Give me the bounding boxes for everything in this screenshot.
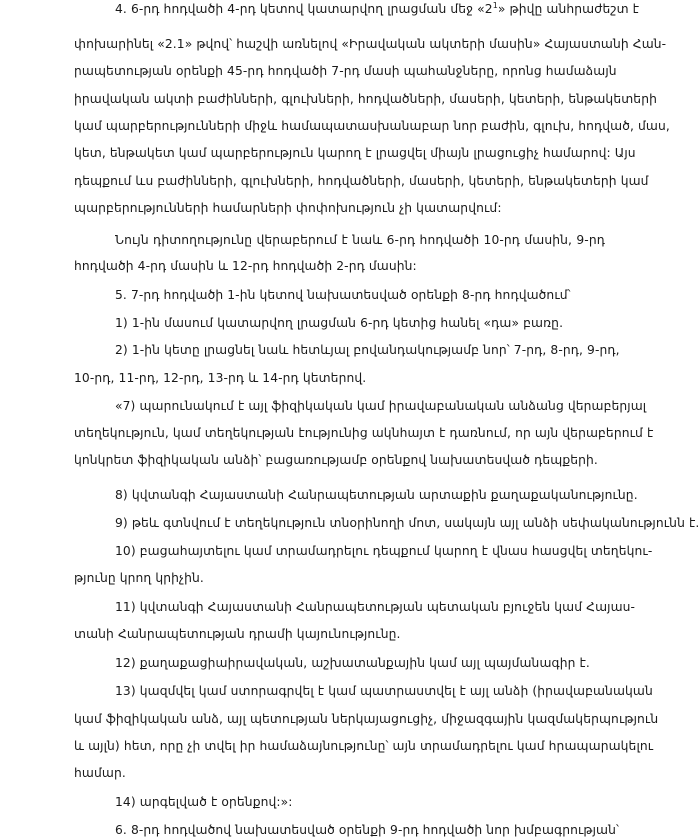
paragraph-4-line-5: կամ պարբերությունների միջև համապատասխանաբար նոր բաժին, գլուխ, հոդված, մաս, xyxy=(74,119,670,133)
same-remark-line-2: հոդվածի 4-րդ մասին և 12-րդ հոդվածի 2-րդ մասին: xyxy=(74,259,417,273)
point-14: 14) արգելված է օրենքով:»: xyxy=(115,795,293,809)
point-7-line-1: «7) պարունակում է այլ ֆիզիկական կամ իրավաբանական անձանց վերաբերյալ xyxy=(115,399,647,413)
paragraph-4-line-8: պարբերությունների համարների փոփոխություն չի կատարվում: xyxy=(74,201,502,215)
point-8: 8) կվտանգի Հայաստանի Հանրապետության արտաքին քաղաքականությունը. xyxy=(115,488,638,502)
superscript-1: 1 xyxy=(492,0,498,10)
point-11-line-1: 11) կվտանգի Հայաստանի Հանրապետության պետական բյուջեն կամ Հայաս- xyxy=(115,600,636,614)
point-10-line-2: թյունը կրող կրիչին. xyxy=(74,571,204,585)
point-13-line-3: և այլն) հետ, որը չի տվել իր համաձայնությունը՝ այն տրամադրելու կամ հրապարակելու xyxy=(74,739,654,753)
paragraph-4-line-1 xyxy=(115,0,640,17)
paragraph-4-line-1-end: » թիվը անհրաժեշտ է xyxy=(497,2,640,16)
paragraph-4-line-2: փոխարինել «2.1» թվով՝ հաշվի առնելով «Իրավական ակտերի մասին» Հայաստանի Հան- xyxy=(74,37,667,51)
paragraph-4-line-3: րապետության օրենքի 45-րդ հոդվածի 7-րդ մասի պահանջները, որոնց համաձայն xyxy=(74,64,617,78)
paragraph-5-item-1: 1) 1-ին մասում կատարվող լրացման 6-րդ կետից հանել «դա» բառը. xyxy=(115,316,564,330)
paragraph-5-item-2-line-1: 2) 1-ին կետը լրացնել նաև հետևյալ բովանդակությամբ նոր՝ 7-րդ, 8-րդ, 9-րդ, xyxy=(115,343,620,357)
point-7-line-3: կոնկրետ ֆիզիկական անձի՝ բացառությամբ օրենքով նախատեսված դեպքերի. xyxy=(74,453,598,467)
paragraph-4-line-4: իրավական ակտի բաժինների, գլուխների, հոդվածների, մասերի, կետերի, ենթակետերի xyxy=(74,92,657,106)
paragraph-4-line-6: կետ, ենթակետ կամ պարբերություն կարող է լրացվել միայն լրացուցիչ համարով: Այս xyxy=(74,146,636,160)
same-remark-line-1: Նույն դիտողությունը վերաբերում է նաև 6-րդ հոդվածի 10-րդ մասին, 9-րդ xyxy=(115,233,605,247)
paragraph-6: 6. 8-րդ հոդվածով նախատեսված օրենքի 9-րդ հոդվածի նոր խմբագրության՝ xyxy=(115,823,620,837)
point-7-line-2: տեղեկություն, կամ տեղեկության էությունից ակնհայտ է դառնում, որ այն վերաբերում է xyxy=(74,426,654,440)
point-9: 9) թեև գտնվում է տեղեկություն տնօրինողի մոտ, սակայն այլ անձի սեփականությունն է. xyxy=(115,516,700,530)
point-13-line-1: 13) կազմվել կամ ստորագրվել է կամ պատրաստվել է այլ անձի (իրավաբանական xyxy=(115,684,653,698)
paragraph-4-line-7: դեպքում ևս բաժինների, գլուխների, հոդվածների, մասերի, կետերի, ենթակետերի կամ xyxy=(74,174,649,188)
point-12: 12) քաղաքացիաիրավական, աշխատանքային կամ այլ պայմանագիր է. xyxy=(115,656,590,670)
point-13-line-2: կամ ֆիզիկական անձ, այլ պետության ներկայացուցիչ, միջազգային կազմակերպություն xyxy=(74,712,659,726)
paragraph-5-item-2-line-2: 10-րդ, 11-րդ, 12-րդ, 13-րդ և 14-րդ կետերով. xyxy=(74,371,367,385)
point-13-line-4: համար. xyxy=(74,766,126,780)
point-10-line-1: 10) բացահայտելու կամ տրամադրելու դեպքում կարող է վնաս հասցվել տեղեկու- xyxy=(115,544,653,558)
point-11-line-2: տանի Հանրապետության դրամի կայունությունը. xyxy=(74,627,401,641)
paragraph-4-line-1-text: 4. 6-րդ հոդվածի 4-րդ կետով կատարվող լրացման մեջ «2 xyxy=(115,2,493,16)
paragraph-5: 5. 7-րդ հոդվածի 1-ին կետով նախատեսված օրենքի 8-րդ հոդվածում՝ xyxy=(115,288,571,302)
